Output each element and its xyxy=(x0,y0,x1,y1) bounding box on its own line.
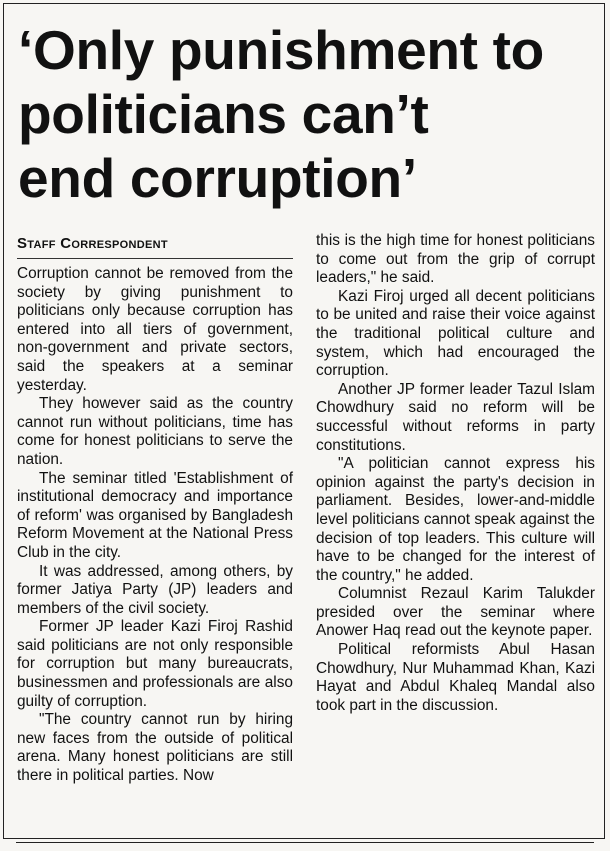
headline-line-3: end corruption’ xyxy=(18,147,417,209)
paragraph: "The country cannot run by hiring new faces from the outside of political arena. Many honest politicians are still there in political parties. Now xyxy=(17,711,293,785)
paragraph: Political reformists Abul Hasan Chowdhury, Nur Muhammad Khan, Kazi Hayat and Abdul Khaleq Mandal also took part in the discussion. xyxy=(316,641,595,714)
left-column xyxy=(17,232,293,786)
headline-line-1: ‘Only punishment to xyxy=(18,19,544,81)
headline-line-2: politicians can’t xyxy=(18,83,429,145)
paragraph: The seminar titled 'Establishment of institutional democracy and importance of reform' was organised by Bangladesh Reform Movement at the National Press Club in the city. xyxy=(17,469,293,561)
paragraph: It was addressed, among others, by former Jatiya Party (JP) leaders and members of the civil society. xyxy=(17,562,293,617)
paragraph: Former JP leader Kazi Firoj Rashid said politicians are not only responsible for corruption but many bureaucrats, businessmen and professionals are also guilty of corruption. xyxy=(17,618,293,710)
bottom-divider xyxy=(16,842,594,843)
right-column xyxy=(316,232,595,715)
paragraph: "A politician cannot express his opinion against the party's decision in parliament. Besides, lower-and-middle level politicians cannot speak against the decision of top leaders. This culture will have to be changed for the interest of the country," he added. xyxy=(316,455,595,584)
paragraph: Corruption cannot be removed from the society by giving punishment to politicians only because corruption has entered into all tiers of government, non-government and private sectors, said the speakers at a seminar yesterday. xyxy=(17,265,293,394)
paragraph: this is the high time for honest politicians to come out from the grip of corrupt leaders," he said. xyxy=(316,232,595,287)
headline xyxy=(18,18,598,210)
byline: Staff Correspondent xyxy=(17,235,168,252)
paragraph: Columnist Rezaul Karim Talukder presided over the seminar where Anower Haq read out the keynote paper. xyxy=(316,585,595,640)
paragraph: Kazi Firoj urged all decent politicians to be united and raise their voice against the traditional political culture and system, which had encouraged the corruption. xyxy=(316,287,595,380)
byline-divider xyxy=(17,258,293,259)
paragraph: Another JP former leader Tazul Islam Chowdhury said no reform will be successful without reforms in party constitutions. xyxy=(316,380,595,454)
paragraph: They however said as the country cannot run without politicians, time has come for honest politicians to serve the nation. xyxy=(17,395,293,468)
